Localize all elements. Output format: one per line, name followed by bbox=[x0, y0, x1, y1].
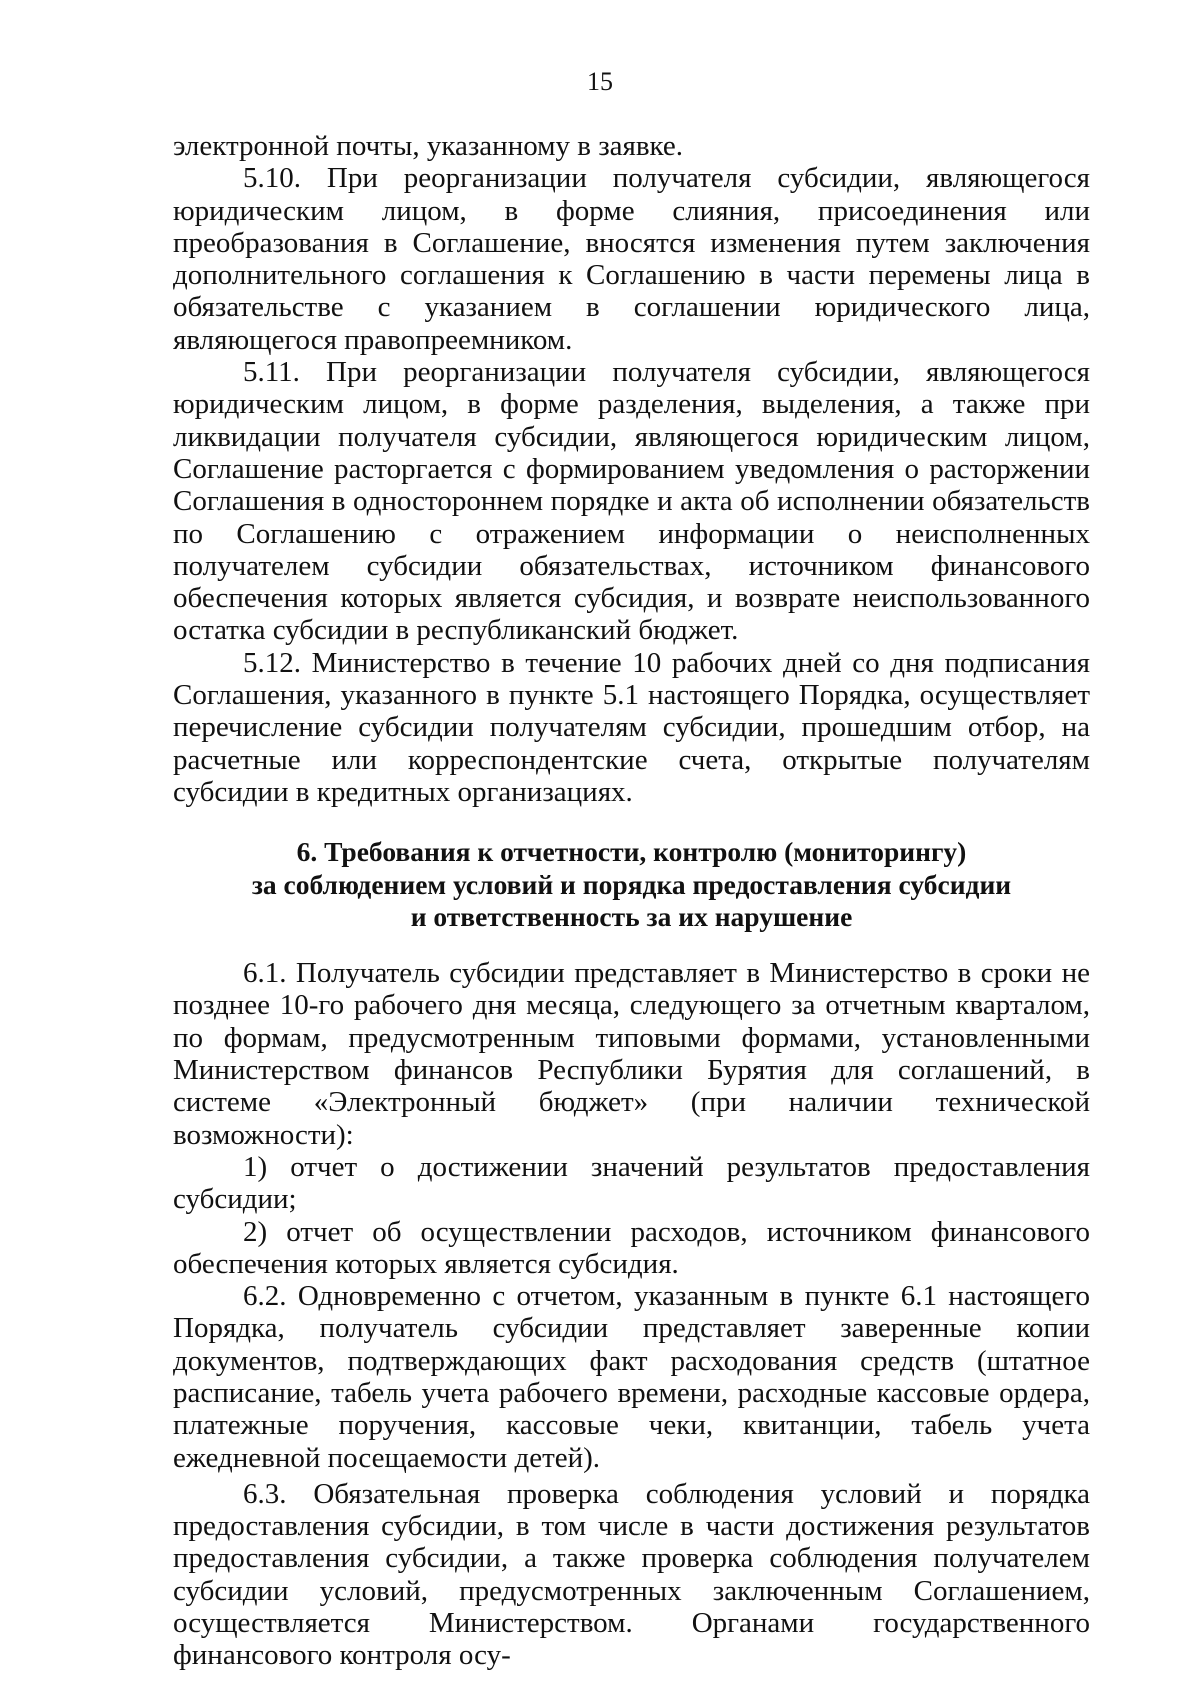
paragraph-5-10: 5.10. При реорганизации получателя субсидии, являющегося юридическим лицом, в форме слияния, присоединения или преобразования в Соглашение, вносятся изменения путем заключения дополнительного соглашения к Соглашению в части перемены лица в обязательстве с указанием в соглашении юридического лица, являющегося правопреемником. bbox=[173, 162, 1090, 356]
paragraph-6-1: 6.1. Получатель субсидии представляет в Министерство в сроки не позднее 10-го рабочего дня месяца, следующего за отчетным кварталом, по формам, предусмотренным типовыми формами, установленными Министерством финансов Республики Бурятия для соглашений, в системе «Электронный бюджет» (при наличии технической возможности): bbox=[173, 957, 1090, 1151]
list-item-6-1-1: 1) отчет о достижении значений результатов предоставления субсидии; bbox=[173, 1150, 1090, 1216]
paragraph-5-12: 5.12. Министерство в течение 10 рабочих дней со дня подписания Соглашения, указанного в пункте 5.1 настоящего Порядка, осуществляет перечисление субсидии получателям субсидии, прошедшим отбор, на расчетные или корреспондентские счета, открытые получателям субсидии в кредитных организациях. bbox=[173, 646, 1090, 808]
page-number: 15 bbox=[587, 67, 613, 96]
heading-line-2: за соблюдением условий и порядка предоставления субсидии bbox=[251, 868, 1012, 900]
heading-line-1: 6. Требования к отчетности, контролю (мониторингу) bbox=[296, 836, 967, 868]
paragraph-5-11: 5.11. При реорганизации получателя субсидии, являющегося юридическим лицом, в форме разделения, выделения, а также при ликвидации получателя субсидии, являющегося юридическим лицом, Соглашение расторгается с формированием уведомления о расторжении Соглашения в одностороннем порядке и акта об исполнении обязательств по Соглашению с отражением информации о неисполненных получателем субсидии обязательствах, источником финансового обеспечения которых является субсидия, и возврате неиспользованного остатка субсидии в республиканский бюджет. bbox=[173, 356, 1090, 647]
paragraph-6-3: 6.3. Обязательная проверка соблюдения условий и порядка предоставления субсидии, в том числе в части достижения результатов предоставления субсидии, а также проверка соблюдения получателем субсидии условий, предусмотренных заключенным Соглашением, осуществляется Министерством. Органами государственного финансового контроля осу- bbox=[173, 1477, 1090, 1672]
section-6-heading bbox=[173, 836, 1090, 933]
paragraph-6-2: 6.2. Одновременно с отчетом, указанным в пункте 6.1 настоящего Порядка, получатель субсидии представляет заверенные копии документов, подтверждающих факт расходования средств (штатное расписание, табель учета рабочего времени, расходные кассовые ордера, платежные поручения, кассовые чеки, квитанции, табель учета ежедневной посещаемости детей). bbox=[173, 1280, 1090, 1474]
heading-line-3: и ответственность за их нарушение bbox=[410, 900, 853, 932]
list-item-6-1-2: 2) отчет об осуществлении расходов, источником финансового обеспечения которых является субсидия. bbox=[173, 1215, 1090, 1280]
paragraph-continuation: электронной почты, указанному в заявке. bbox=[173, 130, 684, 162]
document-body bbox=[173, 130, 1090, 1672]
